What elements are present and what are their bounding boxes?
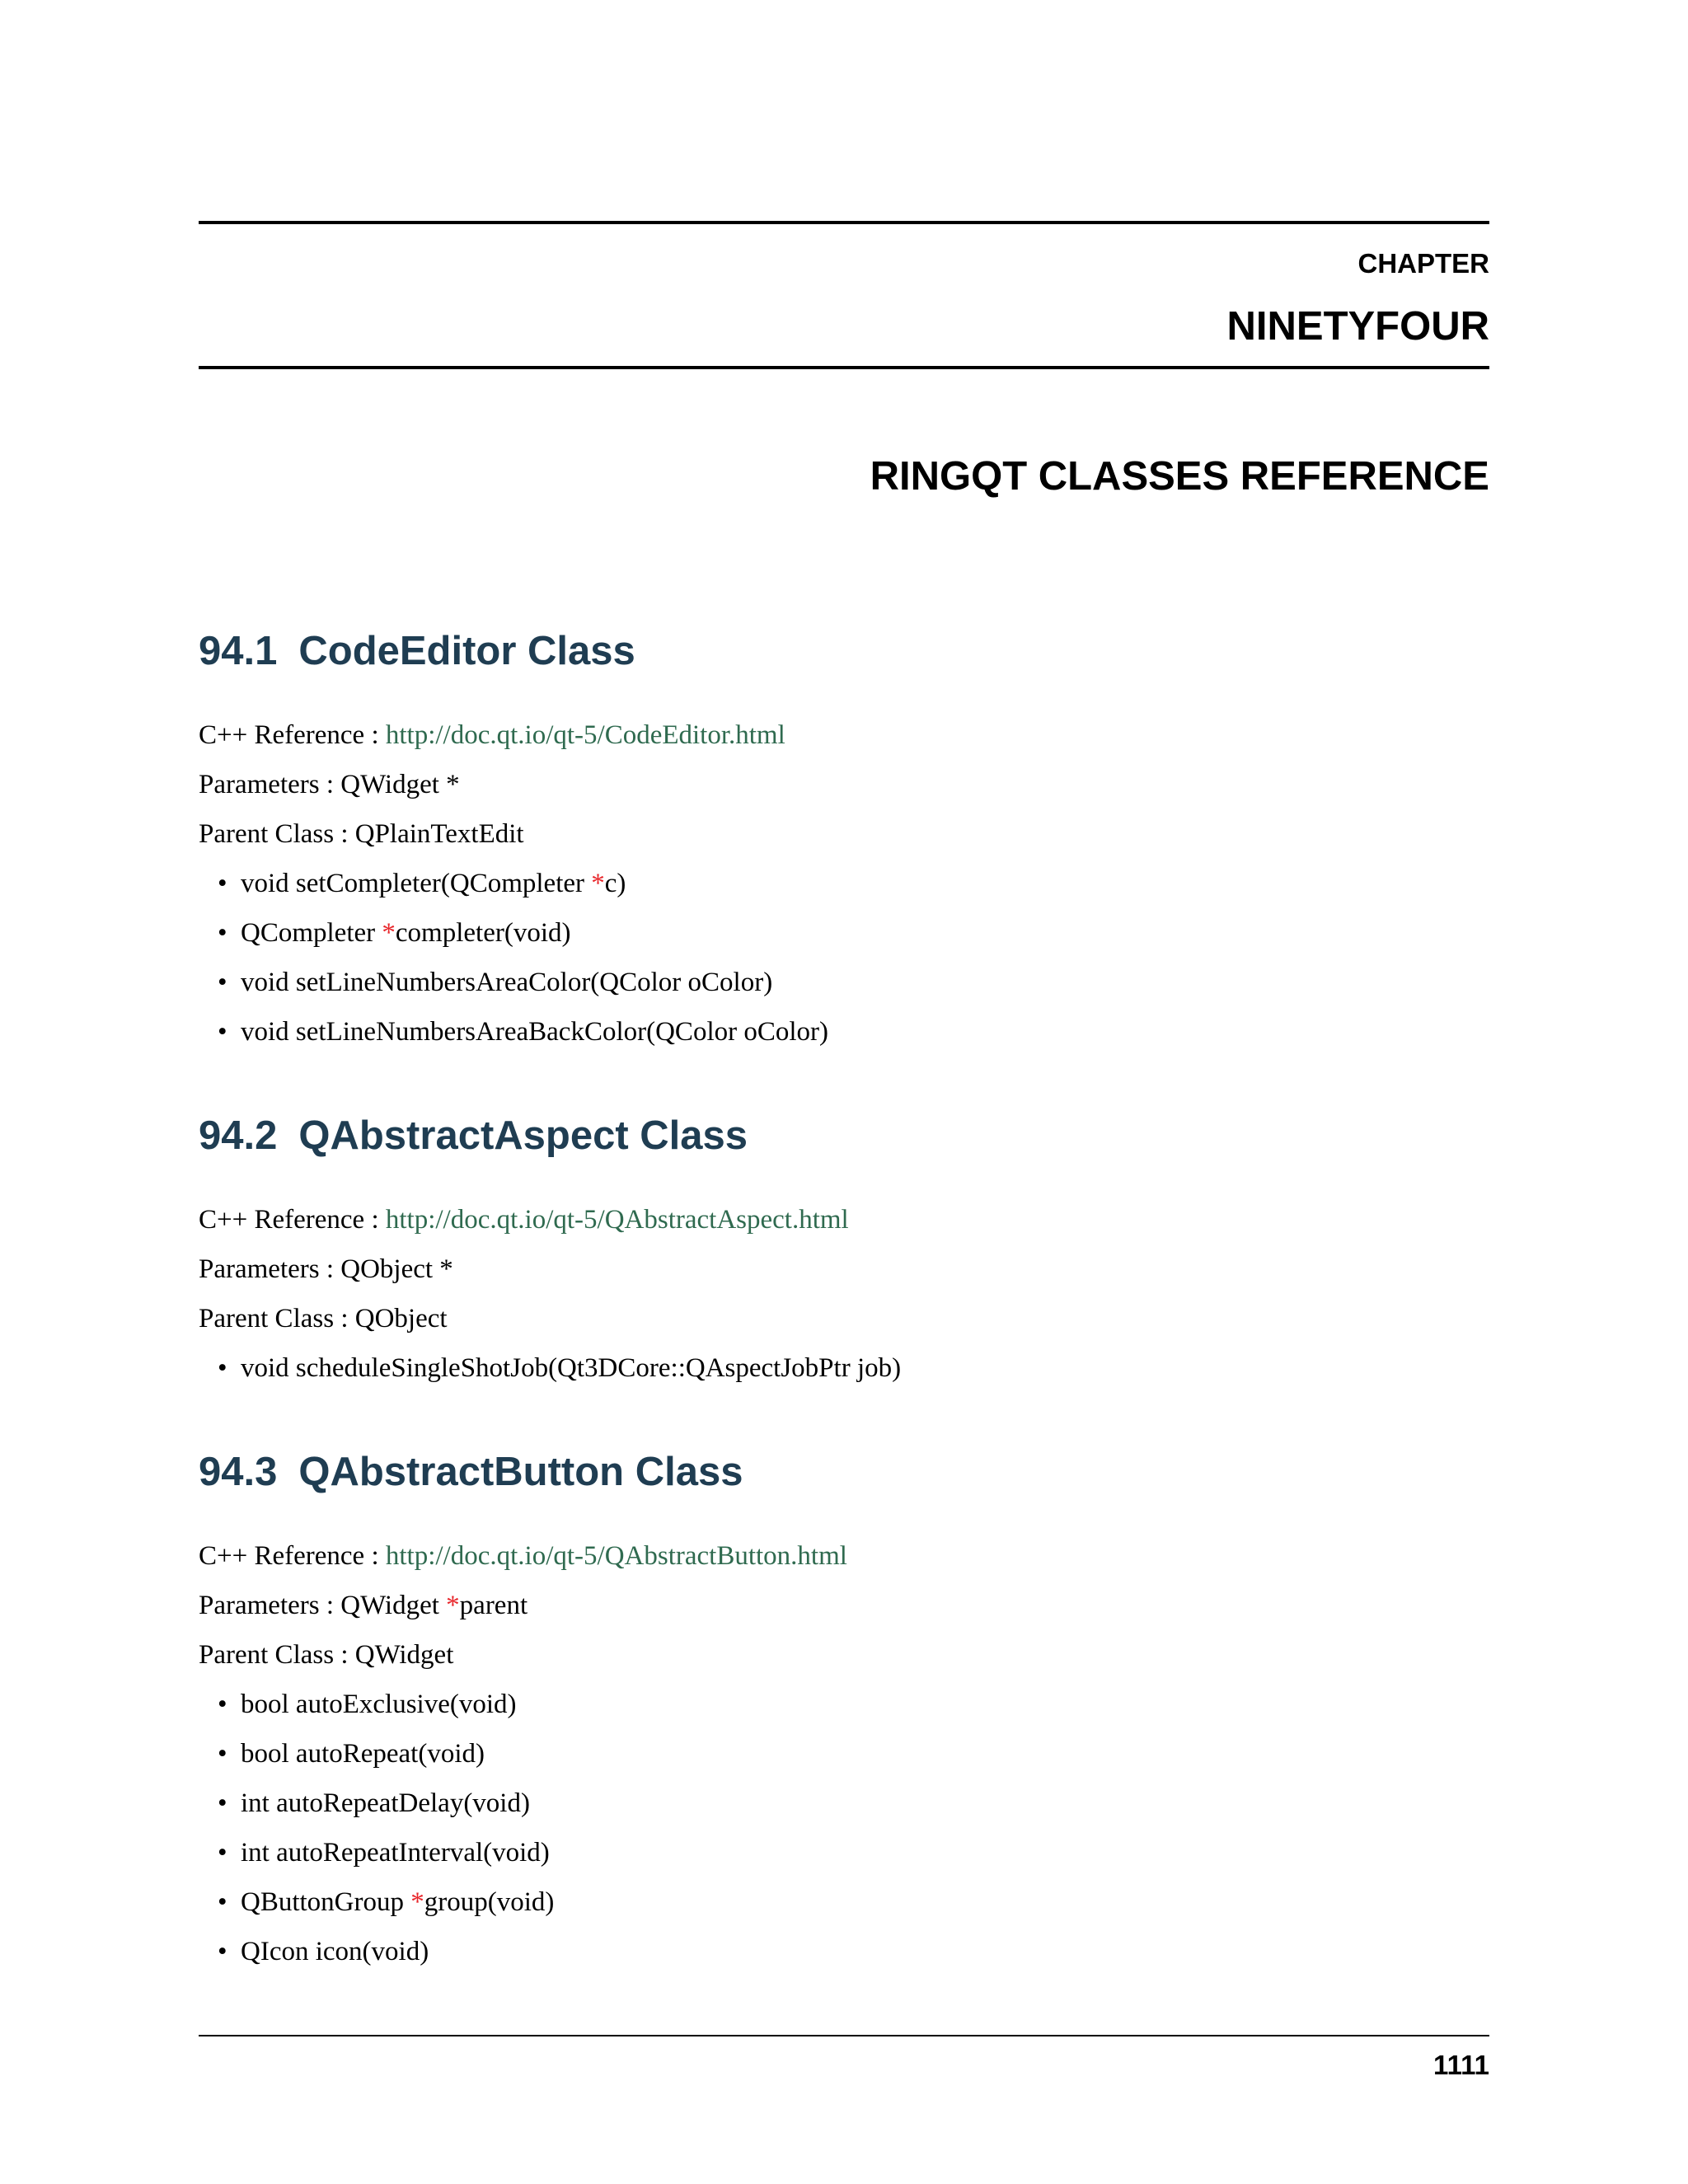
list-item: • int autoRepeatInterval(void) [241, 1836, 554, 1886]
reference-link[interactable]: http://doc.qt.io/qt-5/CodeEditor.html [385, 720, 785, 750]
chapter-label: CHAPTER [1357, 248, 1489, 279]
parent-class-line: Parent Class : QWidget [199, 1640, 454, 1670]
method-list [241, 1688, 554, 1985]
parent-class-line: Parent Class : QObject [199, 1304, 448, 1333]
reference-link[interactable]: http://doc.qt.io/qt-5/QAbstractAspect.html [385, 1205, 849, 1235]
list-item: • QCompleter *completer(void) [241, 916, 828, 966]
reference-label: C++ Reference : [199, 1205, 386, 1235]
list-item: • void scheduleSingleShotJob(Qt3DCore::QAspectJobPtr job) [241, 1352, 901, 1401]
chapter-title: RINGQT CLASSES REFERENCE [870, 454, 1489, 499]
footer-rule [199, 2035, 1489, 2036]
list-item: • bool autoExclusive(void) [241, 1688, 554, 1737]
list-item: • void setCompleter(QCompleter *c) [241, 867, 828, 916]
list-item: • QIcon icon(void) [241, 1935, 554, 1985]
chapter-number: NINETYFOUR [1226, 304, 1489, 349]
section-title: QAbstractButton Class [298, 1450, 743, 1494]
reference-label: C++ Reference : [199, 1541, 386, 1571]
section-number: 94.2 [199, 1113, 278, 1158]
section-heading [199, 1447, 743, 1497]
chapter-top-rule [199, 221, 1489, 224]
list-item: • void setLineNumbersAreaColor(QColor oColor) [241, 966, 828, 1015]
list-item: • bool autoRepeat(void) [241, 1737, 554, 1787]
cpp-reference-line [199, 1203, 849, 1236]
section-number: 94.1 [199, 629, 278, 673]
section-title: CodeEditor Class [298, 629, 635, 673]
parameters-line: Parameters : QWidget *parent [199, 1591, 528, 1620]
reference-label: C++ Reference : [199, 720, 386, 750]
list-item: • int autoRepeatDelay(void) [241, 1787, 554, 1836]
list-item: • QButtonGroup *group(void) [241, 1886, 554, 1935]
parent-class-line: Parent Class : QPlainTextEdit [199, 819, 524, 849]
cpp-reference-line [199, 1540, 847, 1572]
section-heading [199, 626, 635, 676]
cpp-reference-line [199, 719, 785, 752]
chapter-bottom-rule [199, 366, 1489, 369]
parameters-line: Parameters : QWidget * [199, 770, 460, 799]
list-item: • void setLineNumbersAreaBackColor(QColor oColor) [241, 1015, 828, 1065]
section-heading [199, 1111, 748, 1160]
section-number: 94.3 [199, 1450, 278, 1494]
method-list [241, 867, 828, 1065]
method-list [241, 1352, 901, 1401]
page-number: 1111 [1433, 2050, 1489, 2080]
reference-link[interactable]: http://doc.qt.io/qt-5/QAbstractButton.html [385, 1541, 847, 1571]
parameters-line: Parameters : QObject * [199, 1254, 453, 1284]
section-title: QAbstractAspect Class [298, 1113, 748, 1158]
